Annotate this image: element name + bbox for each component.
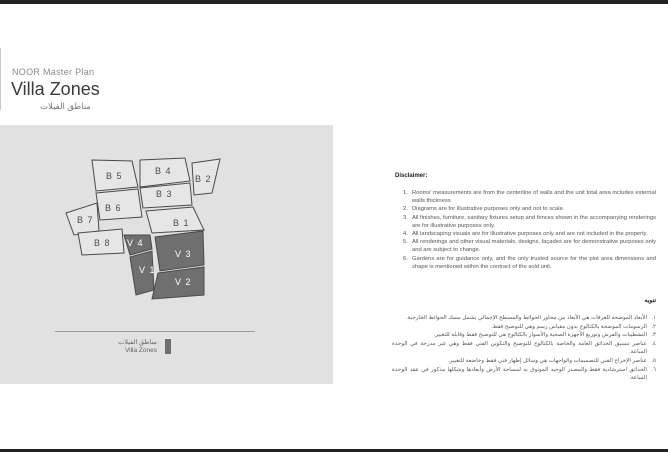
list-item [392,357,656,366]
item-number: ٣. [651,332,656,339]
zone-label: V 4 [127,238,144,248]
list-item [392,323,656,332]
list-item [392,314,656,323]
notice-list-arabic [392,314,656,383]
item-number: 5. [403,239,408,246]
disclaimer-list [403,189,656,271]
header-divider [0,48,1,110]
item-number: 6. [403,255,408,262]
item-text: Gardens are for guidance only, and the only trusted source for the plot area dimensions and shape is mentioned within the contract of the sold unit. [412,255,656,270]
top-border [0,0,668,4]
list-item [403,238,656,254]
legend-divider [55,331,255,332]
item-text: الرسومات الموضحة بالكتالوج بدون مقياس رسم وهي للتوضيح فقط. [490,323,647,330]
item-number: 4. [403,231,408,238]
item-text: الأبعاد الموضحة للغرفات هي الأبعاد بين محاور الحوائط والمسطح الإجمالي يشمل سمك الحوائط الخارجية. [405,315,647,321]
item-text: عناصر تنسيق الحدائق العامة والخاصة بالكتالوج للتوضيح والتكوين الفني فقط وهي غير مدرجة في الوحدة المباعة. [392,340,647,356]
item-number: ١. [651,315,656,321]
list-item [392,331,656,340]
master-plan-map [0,125,333,384]
list-item [403,214,656,230]
project-name: NOOR Master Plan [12,67,95,77]
item-text: Diagrams are for illustrative purposes only and not to scale. [412,206,565,213]
notice-title-arabic: تنويه [644,298,656,304]
item-text: Rooms' measurements are from the centerline of walls and the unit total area includes external walls thickness. [412,190,656,205]
item-text: التشطيبات والفرش وتوزيع الأجهزة الصحية والأسوار بالكتالوج هي للتوضيح فقط وقابلة للتغيير. [433,332,647,339]
zone-label: B 3 [156,189,173,199]
list-item [403,205,656,213]
list-item [403,255,656,271]
disclaimer-title: Disclaimer: [395,173,428,179]
item-number: 2. [403,206,408,213]
item-number: 3. [403,214,408,221]
zone-label: B 5 [106,171,123,181]
zone-label: B 4 [155,166,172,176]
item-number: ٦. [651,366,656,373]
legend-label: Villa Zones [124,347,157,354]
legend-swatch [165,339,171,354]
item-number: ٢. [651,323,656,330]
zone-label: V 1 [139,265,156,275]
page-title: Villa Zones [11,79,100,99]
item-text: عناصر الإخراج الفني للتصميمات والواجهات هي وسائل إظهار فني فقط وخاضعة للتغيير. [448,357,647,364]
item-number: ٥. [651,357,656,364]
list-item [403,189,656,205]
item-text: All renderings and other visual materials, designs, façades are for demonstrative purposes only and are subject to change. [412,239,656,254]
page-title-arabic: مناطق الفيلات [40,101,91,111]
item-text: All finishes, furniture, sanitary fixtures setup and fences shown in the accompanying renderings are for illustrative purposes only. [412,214,656,229]
zone-label: B 2 [195,174,212,184]
item-text: الحدائق استرشادية فقط والمصدر الوحيد الموثوق به لمساحة الأرض وأبعادها وشكلها مذكور في عقد الوحدة المباعة. [392,366,647,382]
zone-label: V 3 [175,249,192,259]
zone-label: B 6 [105,203,122,213]
legend-label-arabic: مناطق الفيلات [118,339,157,346]
list-item [403,230,656,238]
zone-label: V 2 [175,277,192,287]
item-number: ٤. [651,340,656,347]
zone-label: B 7 [77,215,94,225]
zone-label: B 1 [173,218,190,228]
item-number: 1. [403,190,408,196]
list-item [392,366,656,383]
list-item [392,340,656,357]
item-text: All landscaping visuals are for illustrative purposes only and are not included in the property. [412,231,648,238]
zone-label: B 8 [94,238,111,248]
